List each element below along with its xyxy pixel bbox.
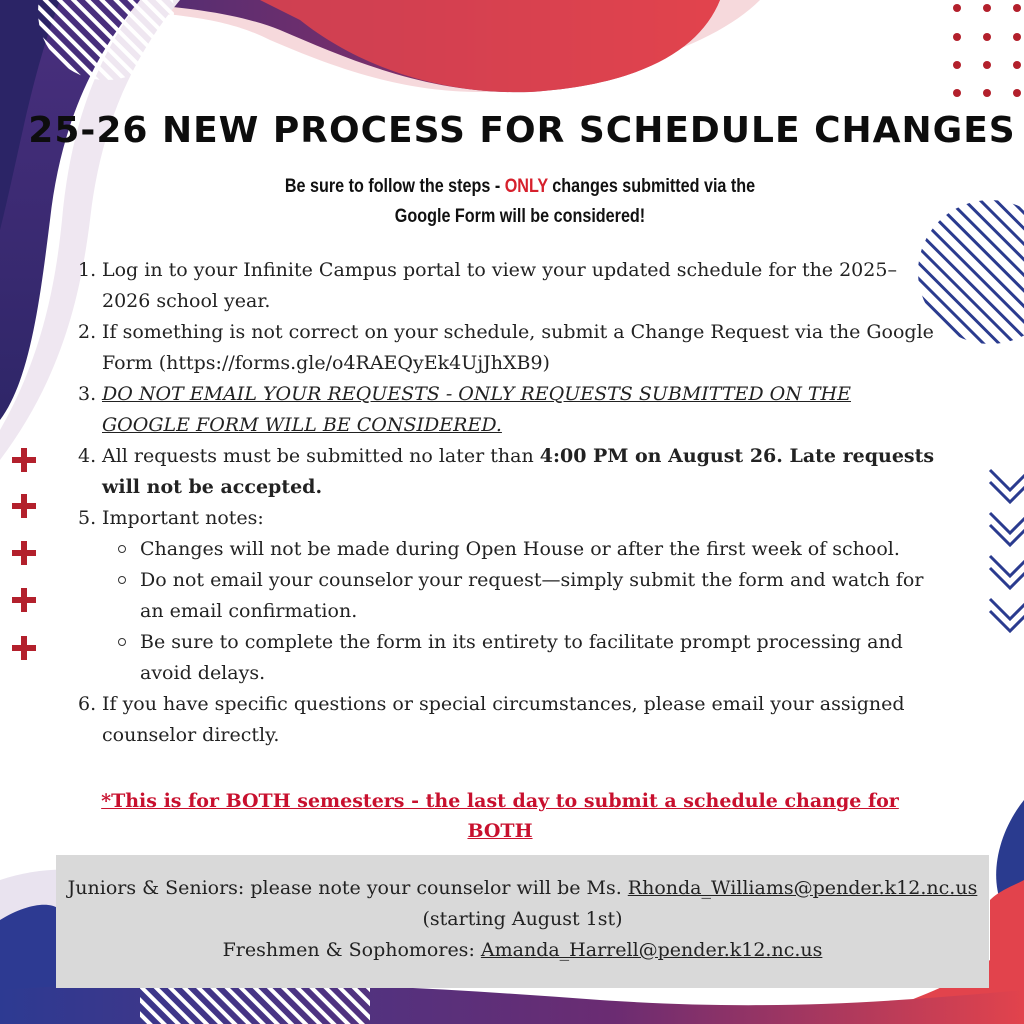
step-number: 5. [78, 507, 97, 529]
freshmen-text: Freshmen & Sophomores: [222, 939, 481, 961]
page-title: 25-26 NEW PROCESS FOR SCHEDULE CHANGES [28, 110, 1016, 151]
note-item: Do not email your counselor your request—simply submit the form and watch for an email confirmation. [102, 565, 938, 627]
step-number: 6. [78, 693, 97, 715]
notes-list [102, 534, 938, 689]
subtitle-text: changes submitted via the [547, 176, 756, 197]
step-number: 1. [78, 259, 97, 281]
step-number: 3. [78, 383, 97, 405]
notice-line1: *This is for BOTH semesters - the last day to submit a schedule change for BOTH [101, 790, 899, 842]
step-number: 2. [78, 321, 97, 343]
subtitle [248, 172, 792, 232]
plus-icon [12, 494, 36, 518]
step-item [78, 689, 938, 751]
step-text: Log in to your Infinite Campus portal to view your updated schedule for the 2025–2026 school year. [102, 259, 897, 312]
step-item [78, 379, 938, 441]
juniors-text: Juniors & Seniors: please note your counselor will be Ms. [67, 877, 628, 899]
juniors-note: (starting August 1st) [422, 908, 623, 930]
step-text: If something is not correct on your schedule, submit a Change Request via the Google Form (https://forms.gle/o4RAEQyEk4UjJhXB9) [102, 321, 934, 374]
plus-icon [12, 448, 36, 472]
freshmen-email-link[interactable]: Amanda_Harrell@pender.k12.nc.us [480, 939, 823, 961]
step-text: If you have specific questions or special circumstances, please email your assigned counselor directly. [102, 693, 905, 746]
step-number: 4. [78, 445, 97, 467]
note-item: Be sure to complete the form in its entirety to facilitate prompt processing and avoid delays. [102, 627, 938, 689]
step-text: All requests must be submitted no later than [102, 445, 540, 467]
plus-icon [12, 541, 36, 565]
subtitle-highlight: ONLY [504, 176, 548, 197]
step-text: Important notes: [102, 507, 264, 529]
subtitle-text: Be sure to follow the steps - [284, 176, 505, 197]
step-text-emphasis: DO NOT EMAIL YOUR REQUESTS - ONLY REQUESTS SUBMITTED ON THE GOOGLE FORM WILL BE CONSIDERED. [102, 383, 851, 436]
note-item: Changes will not be made during Open House or after the first week of school. [102, 534, 938, 565]
juniors-email-link[interactable]: Rhonda_Williams@pender.k12.nc.us [627, 877, 978, 899]
step-item [78, 317, 938, 379]
subtitle-line2: Google Form will be considered! [394, 206, 646, 227]
plus-icon [12, 636, 36, 660]
counselor-contact-box [56, 855, 989, 988]
step-item [78, 441, 938, 503]
step-item [78, 255, 938, 317]
steps-list [78, 255, 938, 751]
step-item [78, 503, 938, 689]
plus-icon [12, 588, 36, 612]
deadline-text: 4:00 PM on August 26. Late requests will not be accepted. [102, 445, 935, 498]
